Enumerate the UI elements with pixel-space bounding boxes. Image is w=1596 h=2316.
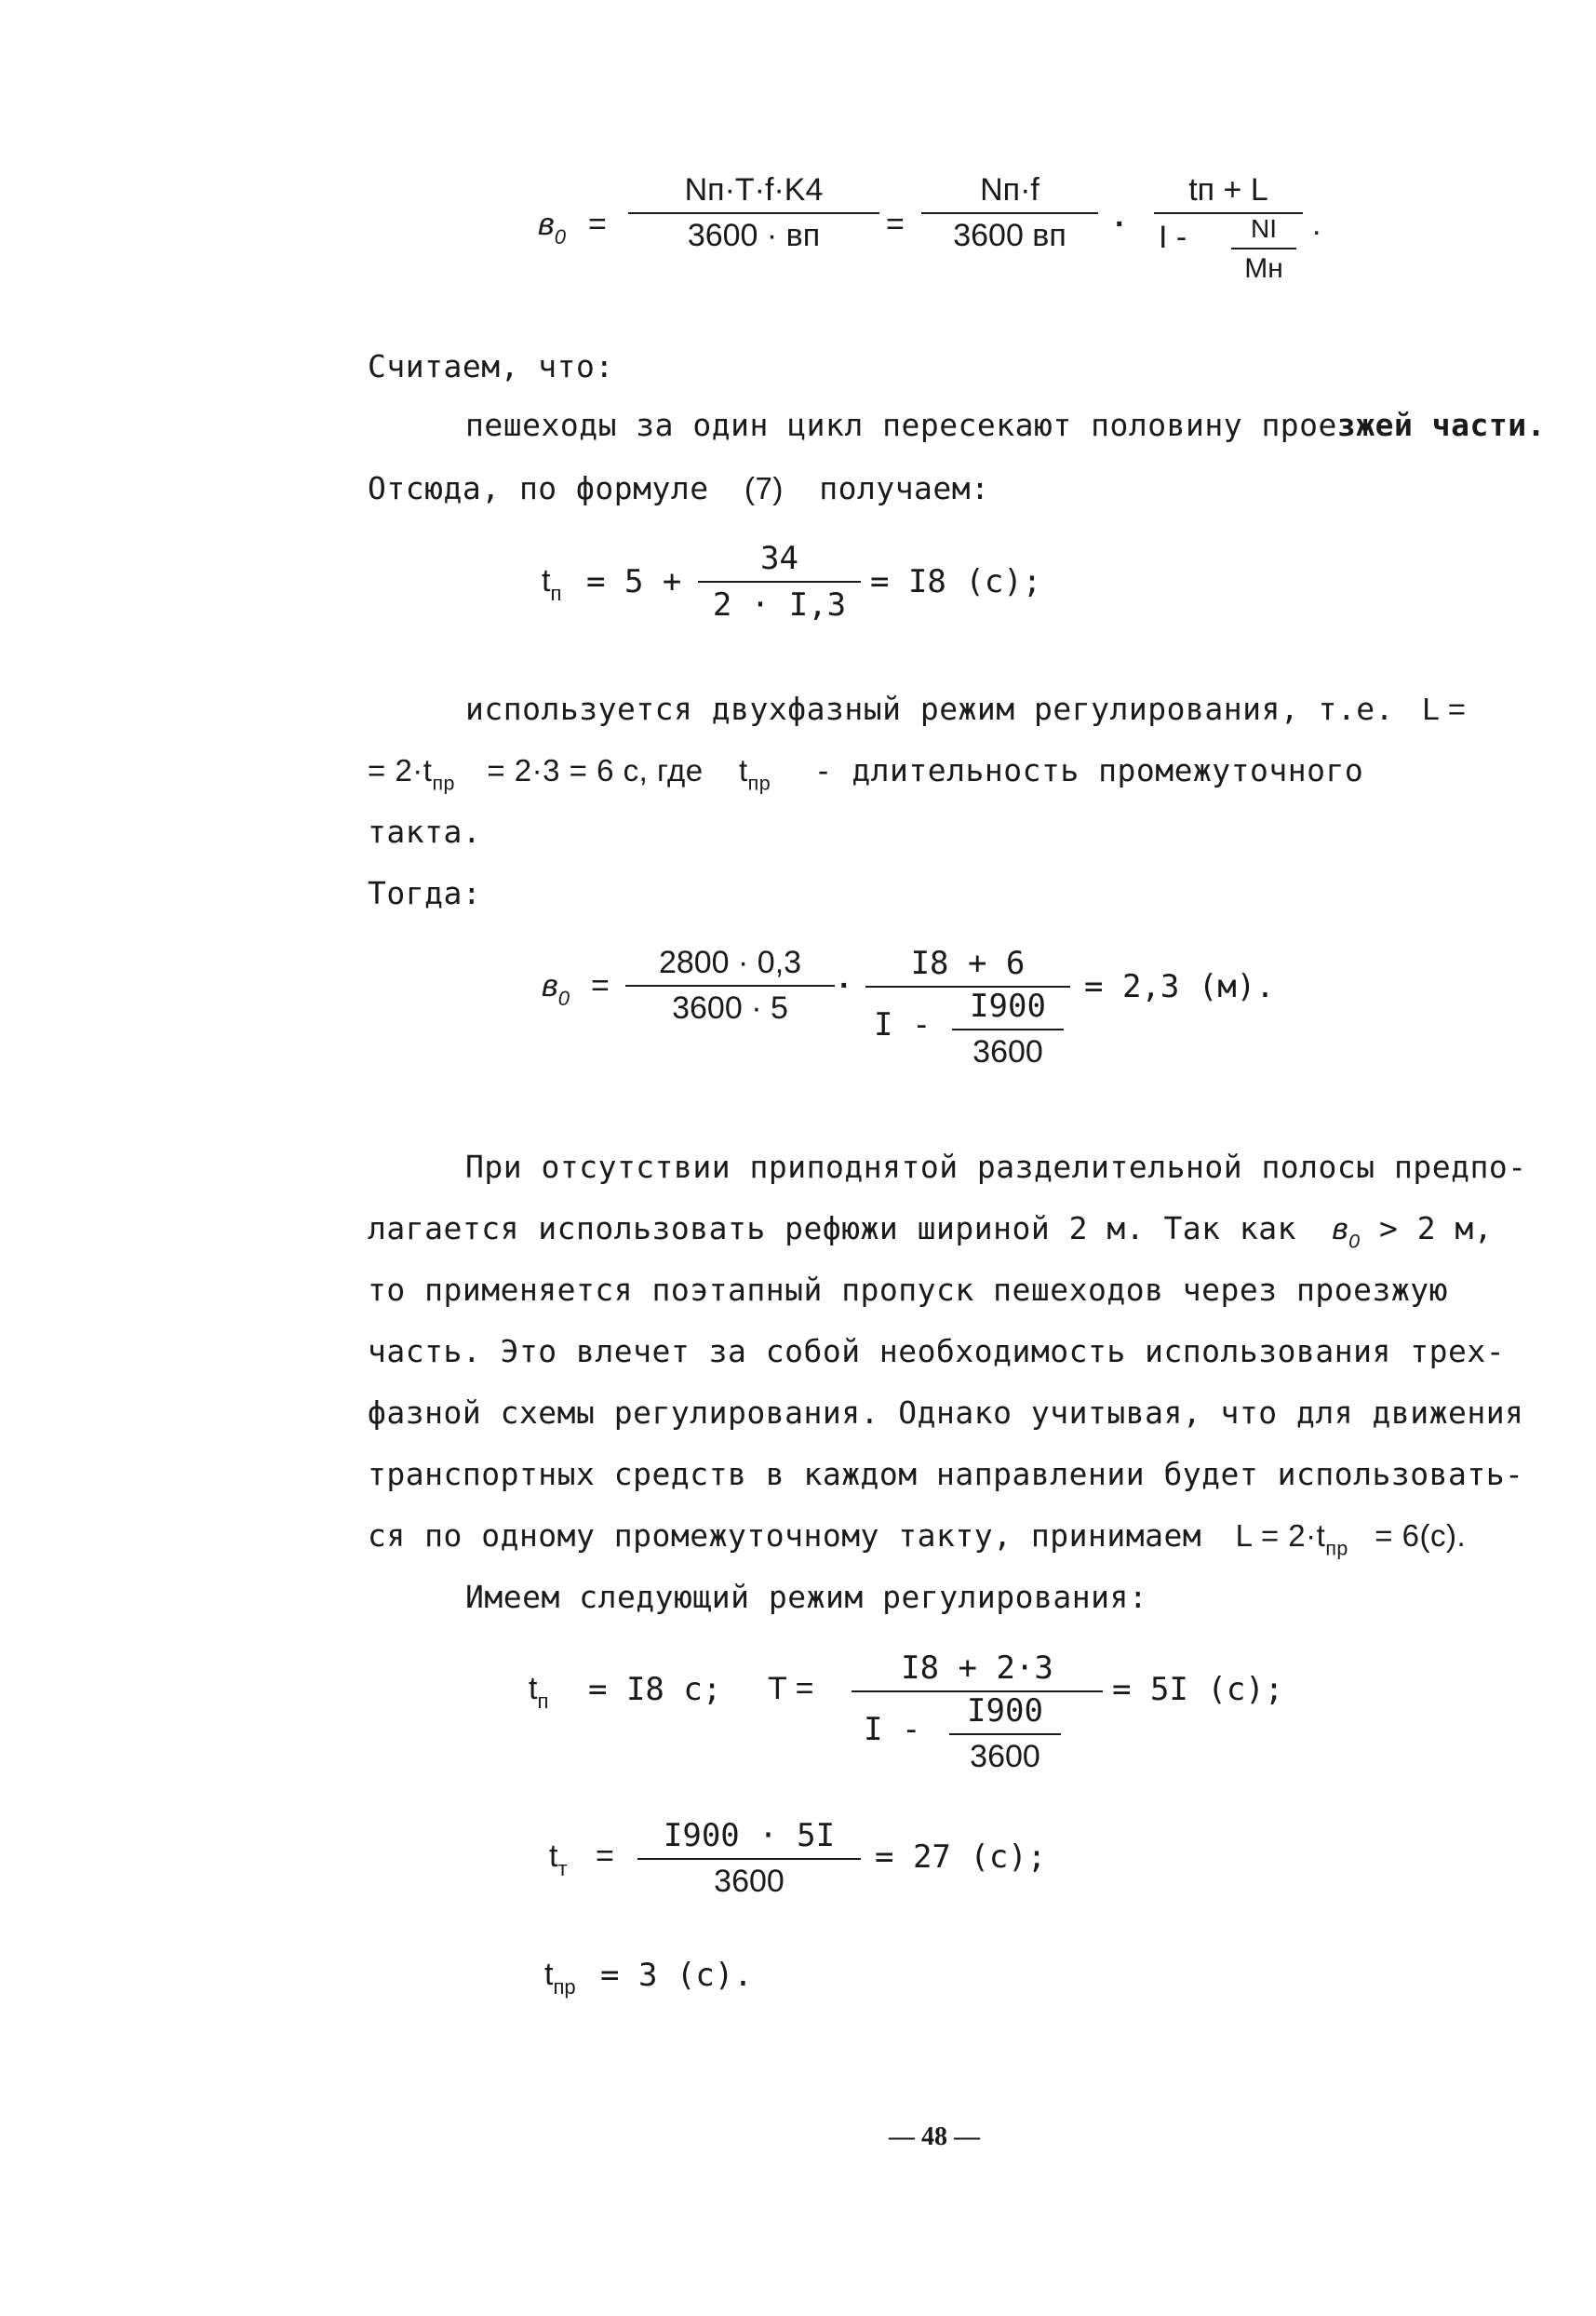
- eq6-lhs-symbol: t: [544, 1957, 554, 1992]
- eq1-inner-numerator: NI: [1231, 214, 1296, 249]
- eq2-rhs: = I8 (с);: [870, 563, 1042, 600]
- eq3-fraction-2: [865, 945, 1070, 1084]
- eq3-dot: ·: [839, 968, 851, 1003]
- eq4-den-prefix: I -: [864, 1711, 921, 1748]
- eq3-rhs: = 2,3 (м).: [1084, 968, 1275, 1005]
- eq3-lhs-symbol: в: [542, 968, 558, 1003]
- eq3-fraction-2-numerator: I8 + 6: [865, 945, 1070, 988]
- text-hence-part-c: получаем:: [819, 470, 990, 506]
- eq2-denominator: 2 · I,3: [712, 586, 847, 624]
- eq4-T: T =: [768, 1671, 814, 1706]
- eq6-lhs-sub: пр: [553, 1974, 576, 1999]
- text-two-phase-a: используется двухфазный режим регулирования, т.е.: [465, 691, 1395, 727]
- eq1-fraction-3-numerator: tп + L: [1154, 172, 1303, 214]
- eq1-fraction-2: [921, 172, 1098, 254]
- eq5-equals: =: [596, 1838, 614, 1874]
- text-p9: [368, 1210, 1493, 1254]
- text-p11: часть. Это влечет за собой необходимость использования трех-: [368, 1333, 1506, 1369]
- eq6-lhs: [544, 1957, 576, 2000]
- eq4-denominator: [856, 1692, 1098, 1789]
- text-p14-a: ся по одному промежуточному такту, принимаем: [368, 1517, 1202, 1554]
- eq4-inner: [949, 1692, 1061, 1775]
- eq4-tp-symbol: t: [529, 1671, 538, 1706]
- eq4-inner-numerator: I900: [949, 1692, 1061, 1735]
- eq1-lhs: [538, 207, 566, 249]
- eq1-equals-1: =: [588, 207, 607, 242]
- text-l-equals-c-sub: пр: [747, 772, 771, 795]
- eq1-fraction-2-denominator: 3600 вп: [953, 218, 1066, 253]
- eq3-fraction-1: [625, 945, 835, 1027]
- text-p14-b-sub: пр: [1325, 1537, 1348, 1560]
- eq5-lhs-sub: т: [557, 1856, 568, 1880]
- eq2-numerator: 34: [698, 540, 861, 583]
- eq5-lhs-symbol: t: [549, 1838, 558, 1874]
- eq1-lhs-symbol: в: [538, 207, 555, 242]
- text-then: Тогда:: [368, 875, 482, 911]
- eq5-numerator: I900 · 5I: [637, 1817, 861, 1860]
- eq1-fraction-1: [628, 172, 879, 254]
- eq2-plus: = 5 +: [586, 563, 682, 600]
- text-p14-b-text: L = 2·t: [1235, 1518, 1326, 1553]
- eq3-fraction-1-numerator: 2800 · 0,3: [625, 945, 835, 987]
- text-p9-b-text: в: [1332, 1211, 1349, 1246]
- text-l-equals-d: - длительность промежуточного: [813, 752, 1364, 788]
- text-l-equals-c: [739, 753, 771, 795]
- eq1-end-dot: .: [1312, 207, 1321, 242]
- text-p10: то применяется поэтапный пропуск пешеходов через проезжую: [368, 1272, 1448, 1308]
- eq4-rhs: = 5I (с);: [1112, 1671, 1284, 1708]
- eq1-fraction-3-denominator: [1159, 214, 1298, 311]
- eq3-inner-numerator: I900: [952, 988, 1064, 1030]
- eq1-dot: ·: [1115, 207, 1126, 242]
- text-hence-part-a: Отсюда, по формуле: [368, 470, 709, 506]
- text-two-phase-b: L =: [1422, 692, 1467, 726]
- text-p14-c: = 6(с).: [1375, 1518, 1467, 1553]
- text-p8: При отсутствии приподнятой разделительной полосы предпо-: [465, 1149, 1527, 1185]
- text-l-equals: [368, 752, 1363, 796]
- eq4-fraction: [852, 1649, 1103, 1789]
- text-p15: Имеем следующий режим регулирования:: [465, 1579, 1148, 1615]
- text-p14: [368, 1517, 1466, 1561]
- text-p9-c: > 2 м,: [1378, 1210, 1494, 1246]
- text-p9-b: [1332, 1211, 1361, 1253]
- text-p12: фазной схемы регулирования. Однако учитывая, что для движения: [368, 1394, 1524, 1431]
- eq1-fraction-3-inner: [1231, 214, 1296, 285]
- page-number: — 48 —: [889, 2122, 980, 2151]
- text-p13: транспортных средств в каждом направлении будет использовать-: [368, 1456, 1524, 1492]
- eq3-lhs-subscript: 0: [557, 986, 570, 1010]
- text-considering: Считаем, что:: [368, 348, 614, 384]
- eq3-fraction-2-denominator: [870, 988, 1066, 1084]
- eq5-denominator: 3600: [714, 1864, 785, 1899]
- text-l-equals-b: = 2·3 = 6 с, где: [487, 753, 704, 788]
- eq4-tp: [529, 1671, 548, 1714]
- eq1-inner-denominator: Mн: [1244, 253, 1283, 284]
- eq1-fraction-3: [1154, 172, 1303, 311]
- eq3-equals: =: [591, 968, 610, 1003]
- text-pedestrians-cross: [465, 407, 1546, 443]
- eq5-rhs: = 27 (с);: [875, 1838, 1047, 1876]
- eq2-lhs-symbol: t: [542, 563, 551, 599]
- text-l-equals-a-text: = 2·t: [368, 753, 433, 788]
- text-p9-a: лагается использовать рефюжи шириной 2 м. Так как: [368, 1210, 1297, 1246]
- eq3-inner-denominator: 3600: [972, 1034, 1043, 1070]
- eq2-fraction: [698, 540, 861, 624]
- text-l-equals-a: [368, 753, 455, 795]
- eq2-lhs: [542, 563, 561, 606]
- text-tact: такта.: [368, 814, 482, 850]
- eq3-fraction-1-denominator: 3600 · 5: [672, 990, 788, 1026]
- text-hence-formula: [368, 470, 990, 506]
- eq1-fraction-1-numerator: Nп·T·f·K4: [628, 172, 879, 214]
- text-p14-b: [1235, 1518, 1348, 1560]
- eq1-fraction-3-den-prefix: I -: [1159, 220, 1187, 255]
- eq1-equals-2: =: [886, 207, 905, 242]
- eq5-lhs: [549, 1838, 568, 1881]
- eq4-tp-sub: п: [537, 1689, 549, 1713]
- text-formula-ref: (7): [744, 471, 784, 505]
- eq1-fraction-1-denominator: 3600 · вп: [687, 218, 821, 253]
- text-p9-b-sub: 0: [1348, 1230, 1361, 1253]
- eq4-tp-value: = I8 с;: [588, 1671, 722, 1708]
- eq5-fraction: [637, 1817, 861, 1900]
- eq3-lhs: [542, 968, 570, 1011]
- text-l-equals-c-text: t: [739, 753, 748, 788]
- text-pedestrians-cross-part-b: зжей части.: [1336, 407, 1546, 443]
- eq2-lhs-subscript: п: [550, 581, 562, 605]
- text-two-phase: [465, 691, 1466, 727]
- eq3-fraction-2-inner: [952, 988, 1064, 1070]
- eq6-rhs: = 3 (с).: [600, 1957, 753, 1994]
- eq1-lhs-subscript: 0: [554, 224, 567, 249]
- text-pedestrians-cross-part-a: пешеходы за один цикл пересекают половину прое: [465, 407, 1337, 443]
- eq1-fraction-2-numerator: Nп·f: [921, 172, 1098, 214]
- eq4-inner-denominator: 3600: [970, 1739, 1040, 1774]
- eq4-numerator: I8 + 2·3: [852, 1649, 1103, 1692]
- text-l-equals-a-sub: пр: [432, 772, 455, 795]
- eq3-fraction-2-den-prefix: I -: [874, 1006, 932, 1044]
